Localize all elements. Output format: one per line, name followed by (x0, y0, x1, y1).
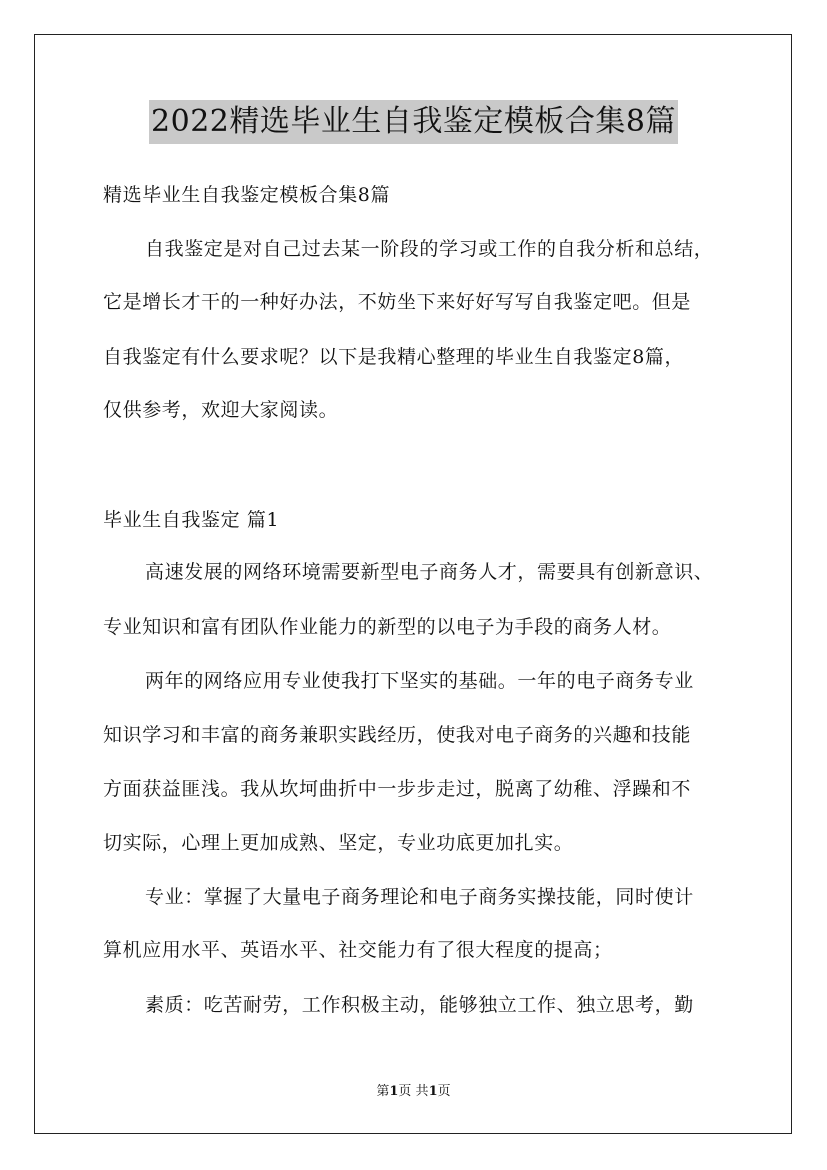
body-line: 算机应用水平、英语水平、社交能力有了很大程度的提高； (103, 939, 613, 961)
body-line: 自我鉴定是对自己过去某一阶段的学习或工作的自我分析和总结， (145, 238, 714, 260)
body-line: 方面获益匪浅。我从坎坷曲折中一步步走过，脱离了幼稚、浮躁和不 (103, 778, 692, 800)
body-line: 知识学习和丰富的商务兼职实践经历，使我对电子商务的兴趣和技能 (103, 724, 692, 746)
body-line: 切实际，心理上更加成熟、坚定，专业功底更加扎实。 (103, 832, 574, 854)
body-line: 仅供参考，欢迎大家阅读。 (103, 399, 339, 421)
title-container (0, 100, 827, 144)
footer-page-prefix: 第 (376, 1084, 390, 1099)
body-line: 两年的网络应用专业使我打下坚实的基础。一年的电子商务专业 (145, 670, 694, 692)
footer-page-mid: 页 共 (398, 1084, 429, 1099)
body-line: 高速发展的网络环境需要新型电子商务人才，需要具有创新意识、 (145, 561, 714, 583)
body-line: 它是增长才干的一种好办法，不妨坐下来好好写写自我鉴定吧。但是 (103, 291, 692, 313)
section-heading: 毕业生自我鉴定 篇1 (103, 509, 280, 531)
body-line: 自我鉴定有什么要求呢？以下是我精心整理的毕业生自我鉴定8篇， (103, 346, 685, 368)
footer-page-suffix: 页 (437, 1084, 451, 1099)
body-line: 素质：吃苦耐劳，工作积极主动，能够独立工作、独立思考，勤 (145, 994, 694, 1016)
body-line: 专业：掌握了大量电子商务理论和电子商务实操技能，同时使计 (145, 886, 694, 908)
body-line: 专业知识和富有团队作业能力的新型的以电子为手段的商务人材。 (103, 616, 672, 638)
document-title: 2022精选毕业生自我鉴定模板合集8篇 (149, 100, 678, 144)
subtitle-line: 精选毕业生自我鉴定模板合集8篇 (103, 184, 391, 206)
footer-total-pages: 1 (428, 1084, 438, 1099)
footer-page-number: 1 (389, 1084, 399, 1099)
page-footer (0, 1083, 827, 1101)
